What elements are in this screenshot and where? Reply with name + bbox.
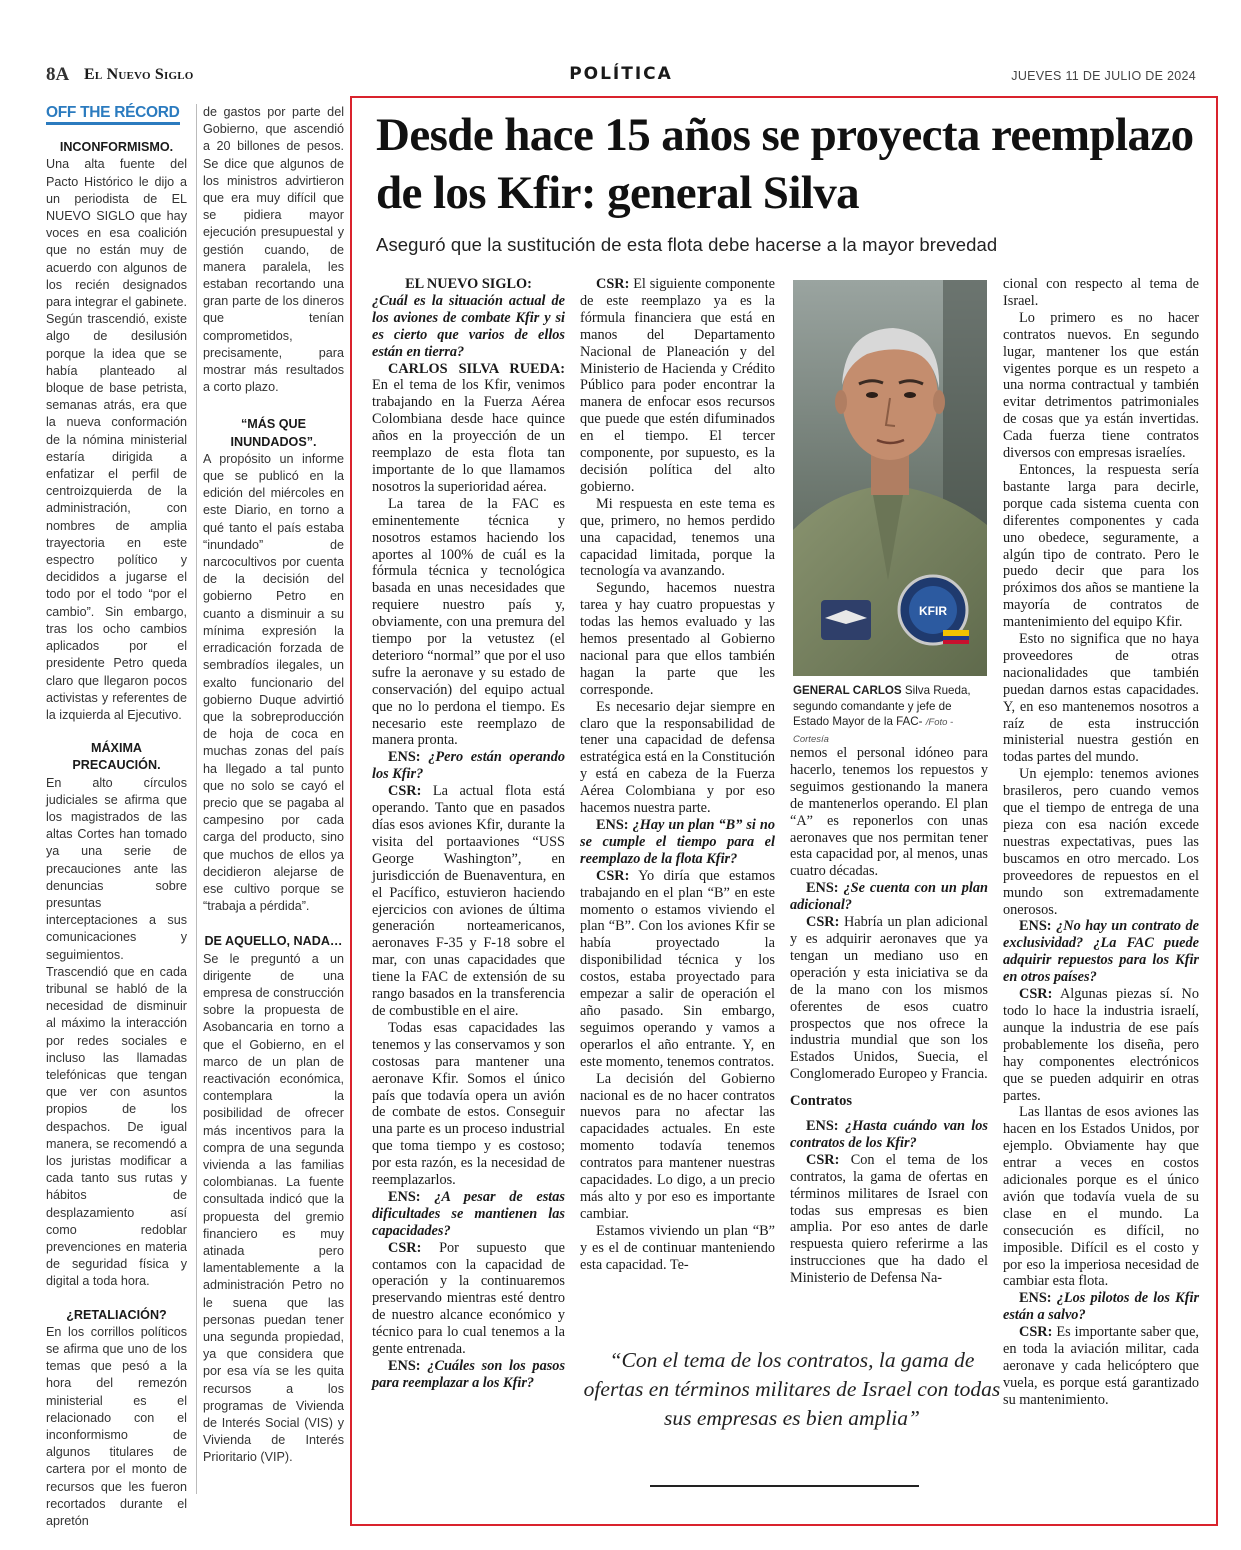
article-headline: Desde hace 15 años se proyecta reemplazo de los Kfir: general Silva — [376, 109, 1194, 219]
paragraph: Entonces, la respuesta sería bastante larga para decirle, porque cada sistema cuenta con diferentes componentes y cada uno obedece, seguramente, a algún tipo de contrato. Pero le puedo decir que para los próximos dos años se mantiene la mayoría de contratos de mantenimiento del equipo Kfir. — [1003, 461, 1199, 631]
page-header — [46, 64, 1196, 88]
paragraph: cional con respecto al tema de Israel. — [1003, 276, 1199, 309]
question: ¿Pero están operando los Kfir? — [372, 749, 565, 783]
sidebar-item — [203, 416, 344, 915]
answer: Yo diría que estamos trabajando en el plan “B” en este momento o estamos viviendo el plan “B”. Con los aviones Kfir se había proyectado la disponibilidad técnica y los costos, estaba proyectado para empezar a salir de operación el año pasado. Sin embargo, seguimos operando y vamos a operarlos el año entrante. Y, en este momento, tenemos contratos. — [580, 867, 776, 1070]
sidebar-item-heading: MÁXIMA PRECAUCIÓN. — [72, 741, 161, 773]
sidebar-item — [46, 139, 187, 724]
question: ¿Los pilotos de los Kfir están a salvo? — [1003, 1290, 1200, 1324]
interviewee-label: CSR: — [806, 1151, 840, 1168]
interviewee-label: CSR: — [596, 867, 630, 884]
answer: Por supuesto que contamos con la capacidad de operación y la continuaremos preservando mientras esté dentro de nuestro alcance económico y técnico para lo cual tenemos a la gente entrenada. — [372, 1239, 565, 1358]
photo-caption — [793, 683, 989, 747]
interviewee-label: CARLOS SILVA RUEDA: — [388, 360, 565, 377]
question: ¿No hay un contrato de exclusividad? ¿La FAC puede adquirir repuestos para los Kfir en otros países? — [1003, 918, 1199, 986]
paragraph: Un ejemplo: tenemos aviones brasileros, pero cuando vemos que el tiempo de entrega de una pieza con esa nación excede nuestras expectativas, pues las buscamos en otro mercado. Los proveedores de repuestos en el mundo son extremadamente onerosos. — [1003, 766, 1199, 918]
article-subheadline: Aseguró que la sustitución de esta flota debe hacerse a la mayor brevedad — [376, 234, 998, 255]
portrait-illustration — [793, 280, 987, 676]
answer: Con el tema de los contratos, la gama de ofertas en términos militares de Israel con todas sus empresas es bien amplia. Por eso antes de darle respuesta quiero referirme a las instrucciones que ha dado el Ministerio de Defensa Na- — [790, 1151, 988, 1287]
sidebar-item — [46, 1307, 187, 1531]
sidebar-item-heading: DE AQUELLO, NADA… — [204, 934, 343, 949]
sidebar-item-text: Una alta fuente del Pacto Histórico le dijo a un periodista de EL NUEVO SIGLO que hay voces en esa coalición que no están muy de acuerdo con algunos de los recién designados para integrar el gabinete. Según trascendió, existe algo de desilusión porque la idea que se había planteado al bloque de base petrista, semanas atrás, era que la nueva conformación de la nómina ministerial estaría dirigida a enfatizar el perfil de centroizquierda de la administración, con nombres de amplia trayectoria en este espectro político y decididos a jugarse el todo por el todo “por el cambio”. Sin embargo, tras los ocho cambios aplicados por el presidente Petro queda claro que llegaron pocos activistas y referentes de la izquierda al Ejecutivo. — [46, 157, 187, 722]
interviewer-label: ENS: — [388, 1188, 421, 1205]
paragraph: Estamos viviendo un plan “B” y es el de continuar manteniendo esta capacidad. Te- — [580, 1222, 775, 1273]
interviewer-label: ENS: — [388, 749, 421, 766]
interviewer-label: ENS: — [1019, 918, 1052, 935]
sidebar-item — [46, 740, 187, 1291]
paragraph: Segundo, hacemos nuestra tarea y hay cuatro propuestas y todas las hemos evaluado y las hemos presentado al Gobierno nacional para que ellos también hagan la parte que les corresponde. — [580, 580, 775, 698]
interviewer-label: ENS: — [806, 880, 839, 897]
question: ¿Cuál es la situación actual de los aviones de combate Kfir y si es cierto que varios de ellos están en tierra? — [372, 292, 565, 360]
question: ¿Se cuenta con un plan adicional? — [790, 880, 988, 914]
sidebar-column-2 — [203, 104, 344, 1483]
pull-quote: “Con el tema de los contratos, la gama de ofertas en términos militares de Israel con todas sus empresas es bien amplia” — [583, 1348, 1001, 1430]
sidebar-item-text: de gastos por parte del Gobierno, que ascendió a 20 billones de pesos. Se dice que algunos de los ministros advirtieron que era muy difícil que se pidiera mayor ejecución presupuestal y gestión cuando, de manera paralela, les estaban recortando una gran parte de los dineros que tenían comprometidos, precisamente, para mostrar más resultados a corto plazo. — [203, 105, 344, 395]
answer: En el tema de los Kfir, venimos trabajando en la Fuerza Aérea Colombiana desde hace quince años en la proyección de un reemplazo de esta flota tan importante de lo que llamamos nosotros la superioridad aérea. — [372, 377, 565, 495]
sidebar-item-heading: ¿RETALIACIÓN? — [66, 1307, 167, 1322]
sidebar-title: OFF THE RÉCORD — [46, 104, 180, 125]
caption-text: Silva Rueda, segundo comandante y jefe de Estado Mayor de la FAC- — [793, 684, 971, 728]
article-column-1 — [372, 276, 565, 1392]
issue-date: JUEVES 11 DE JULIO DE 2024 — [1011, 69, 1196, 83]
sidebar-item-heading: INCONFORMISMO. — [59, 140, 174, 155]
paragraph: Esto no significa que no haya proveedores de otras nacionalidades que también puedan darnos estas capacidades. Y, en eso mantenemos nosotros a raíz de esta instrucción ministerial nuestra gestión en todas partes del mundo. — [1003, 631, 1199, 766]
paragraph: Mi respuesta en este tema es que, primero, no hemos perdido una capacidad, tenemos una capacidad limitada, porque la tecnología va avanzando. — [580, 495, 775, 580]
sidebar-item — [203, 933, 344, 1466]
sidebar-item — [203, 104, 344, 396]
patch-text: KFIR — [919, 604, 947, 618]
photo-credit: /Foto - Cortesía — [793, 717, 954, 745]
paragraph: La decisión del Gobierno nacional es de no hacer contratos nuevos para no afectar las capacidades actuales. En este momento todavía tenemos contratos para mantener nuestras capacidades. Lo digo, a un precio más alto y por eso es importante cambiar. — [580, 1070, 775, 1222]
sidebar-column-1 — [46, 104, 187, 1546]
sidebar-column-divider — [196, 104, 197, 1494]
interviewee-label: CSR: — [388, 1239, 422, 1256]
paragraph: Es necesario dejar siempre en claro que la responsabilidad de tener una capacidad de defensa estratégica está en la Constitución y está en cabeza de la Fuerza Aérea Colombiana y por eso hacemos nuestra parte. — [580, 698, 775, 817]
paragraph: Lo primero es no hacer contratos nuevos. En segundo lugar, mantener los que están vigentes porque es un respeto a una norma contractual y también evitar detrimentos patrimoniales de cosas que ya están invertidas. Cada fuerza tiene contratos diversos con empresas israelíes. — [1003, 309, 1199, 462]
caption-name: GENERAL CARLOS — [793, 684, 902, 697]
section-title: POLÍTICA — [569, 64, 673, 84]
interviewee-label: CSR: — [1019, 1324, 1053, 1341]
paragraph: La tarea de la FAC es eminentemente técnica y nosotros estamos haciendo los aportes al 100% de cuál es la fórmula técnica y tecnológica basada en unas necesidades que requiere nuestro país y, obviamente, con una premura del tiempo por la vetustez (el deterioro “normal” que por el uso sufre la aeronave y su estado de conservación) del equipo actual que no lo perdona el tiempo. Es necesario este reemplazo de manera pronta. — [372, 495, 565, 749]
pull-quote-rule — [650, 1485, 919, 1487]
interviewer-label: EL NUEVO SIGLO: — [405, 276, 532, 292]
sidebar-item-text: En los corrillos políticos se afirma que uno de los temas que pesó a la hora del remezón ministerial es el relacionado con el inconformismo de algunos titulares de cartera por el monto de recursos que les fueron recortados durante el apretón — [46, 1324, 187, 1529]
interviewer-label: ENS: — [388, 1358, 421, 1374]
sidebar-item-heading: “MÁS QUE INUNDADOS”. — [230, 417, 317, 449]
sidebar-item-text: En alto círculos judiciales se afirma que los magistrados de las altas Cortes han tomado ya una serie de precauciones ante las denuncias sobre presuntas interceptaciones a sus comunicaciones y seguimientos. Trascendió que en cada tribunal se habló de la necesidad de disminuir al máximo la interacción por redes sociales e incluso las llamadas telefónicas que tengan que ver con asuntos propios de los despachos. De igual manera, se recomendó a los juristas modificar a cada tanto sus rutas y hábitos de desplazamiento así como redoblar prevenciones en materia de seguridad física y digital a toda hora. — [46, 775, 187, 1289]
article-column-4 — [1003, 276, 1199, 1409]
interviewee-label: CSR: — [596, 276, 630, 292]
interviewer-label: ENS: — [596, 817, 629, 833]
article-column-3 — [790, 745, 988, 1287]
paragraph: Todas esas capacidades las tenemos y las conservamos y son costosas para mantener una aeronave Kfir. Somos el único país que todavía opera un avión de combate de estos. Conseguir una parte es un proceso industrial que toma tiempo y es costoso; por esta razón, es la necesidad de reemplazarlos. — [372, 1019, 565, 1189]
sidebar-item-text: A propósito un informe que se publicó en la edición del miércoles en este Diario, en torno a qué tanto el país estaba “inundado” de narcocultivos por cuenta de la decisión del gobierno Petro en cuanto a disminuir a su mínima expresión la erradicación forzada de sembradíos ilegales, un exalto funcionario del gobierno Duque advirtió que la sobreproducción de hoja de coca en muchas zonas del país ha llegado a tal punto que no solo se cayó el precio que se pagaba al campesino por cada carga del producto, sino que muchos de ellos ya decidieron alejarse de ese cultivo porque se “trabaja a pérdida”. — [203, 451, 344, 914]
interviewee-label: CSR: — [388, 783, 422, 800]
sidebar-item-text: Se le preguntó a un dirigente de una empresa de construcción sobre la propuesta de Asobancaria en torno a que el Gobierno, en el marco de un plan de reactivación económica, contemplara la posibilidad de ofrecer más incentivos para la compra de una segunda vivienda a las familias colombianas. La fuente consultada indicó que la propuesta del gremio financiero es muy atinada pero lamentablemente a la administración Petro no le suena que las personas puedan tener una segunda propiedad, ya que considera que por esa vía se les quita recursos a los programas de Vivienda de Interés Social (VIS) y Vivienda de Interés Prioritario (VIP). — [203, 951, 344, 1465]
answer: El siguiente componente de este reemplazo ya es la fórmula financiera que está en manos del Departamento Nacional de Planeación y del Ministerio de Hacienda y Crédito Público para poder encontrar la manera de enfocar esos recursos que puede que estén difuminados en el tiempo. El tercer componente, por supuesto, es la decisión política del alto gobierno. — [580, 276, 775, 495]
question: ¿Hay un plan “B” si no se cumple el tiempo para el reemplazo de la flota Kfir? — [580, 817, 775, 867]
off-the-record-sidebar — [46, 104, 344, 1529]
question: ¿Cuáles son los pasos para reemplazar a los Kfir? — [372, 1358, 566, 1391]
interviewee-label: CSR: — [806, 914, 840, 931]
article-frame — [350, 96, 1218, 1526]
crosshead: Contratos — [790, 1093, 853, 1110]
interviewer-label: ENS: — [1019, 1290, 1052, 1307]
newspaper-name: El Nuevo Siglo — [84, 66, 194, 83]
paragraph: nemos el personal idóneo para hacerlo, tenemos los repuestos y seguimos gestionando la manera de mantenerlos operando. El plan “A” es reponerlos con unas aeronaves que nos permitan tener esta capacidad por, al menos, unas cuatro décadas. — [790, 745, 988, 880]
question: ¿Hasta cuándo van los contratos de los Kfir? — [790, 1118, 988, 1151]
question: ¿A pesar de estas dificultades se mantienen las capacidades? — [372, 1188, 565, 1239]
answer: Es importante saber que, en toda la aviación militar, cada aeronave y cada helicóptero que vuela, es porque está garantizado su mantenimiento. — [1003, 1324, 1199, 1408]
answer: Algunas piezas sí. No todo lo hace la industria israelí, aunque la industria de ese país probablemente los diseña, pero hay componentes electrónicos que se pueden adquirir en otras partes. — [1003, 986, 1199, 1104]
general-portrait-photo — [793, 280, 987, 676]
paragraph: Las llantas de esos aviones las hacen en los Estados Unidos, por ejemplo. Obviamente hay que entrar a veces en costos adicionales porque es el único avión que todavía vuela de su clase en el mundo. La consecución es difícil, no imposible. Difícil es el costo y por eso la imperiosa necesidad de cambiar esta flota. — [1003, 1104, 1199, 1290]
interviewer-label: ENS: — [806, 1118, 839, 1135]
answer: La actual flota está operando. Tanto que en pasados días esos aviones Kfir, durante la visita del portaaviones “USS George Washington”, en jurisdicción de Buenaventura, en el Pacífico, estuvieron haciendo ejercicios con aviones de última generación norteamericanos, aeronaves F-35 y F-18 sobre el mar, con unas capacidades que tiene la FAC de extensión de su rango basados en la transferencia de combustible en el aire. — [372, 783, 565, 1019]
article-column-2 — [580, 276, 775, 1273]
answer: Habría un plan adicional y es adquirir aeronaves que ya tengan un mediano uso en operación y esta iniciativa se da de la mano con los mismos oferentes de esos cuatro prospectos que nos ofrece la industria mundial que son los Estados Unidos, Suecia, el Conglomerado Europeo y Francia. — [790, 914, 988, 1083]
page-number: 8A — [46, 64, 70, 85]
interviewee-label: CSR: — [1019, 986, 1053, 1003]
